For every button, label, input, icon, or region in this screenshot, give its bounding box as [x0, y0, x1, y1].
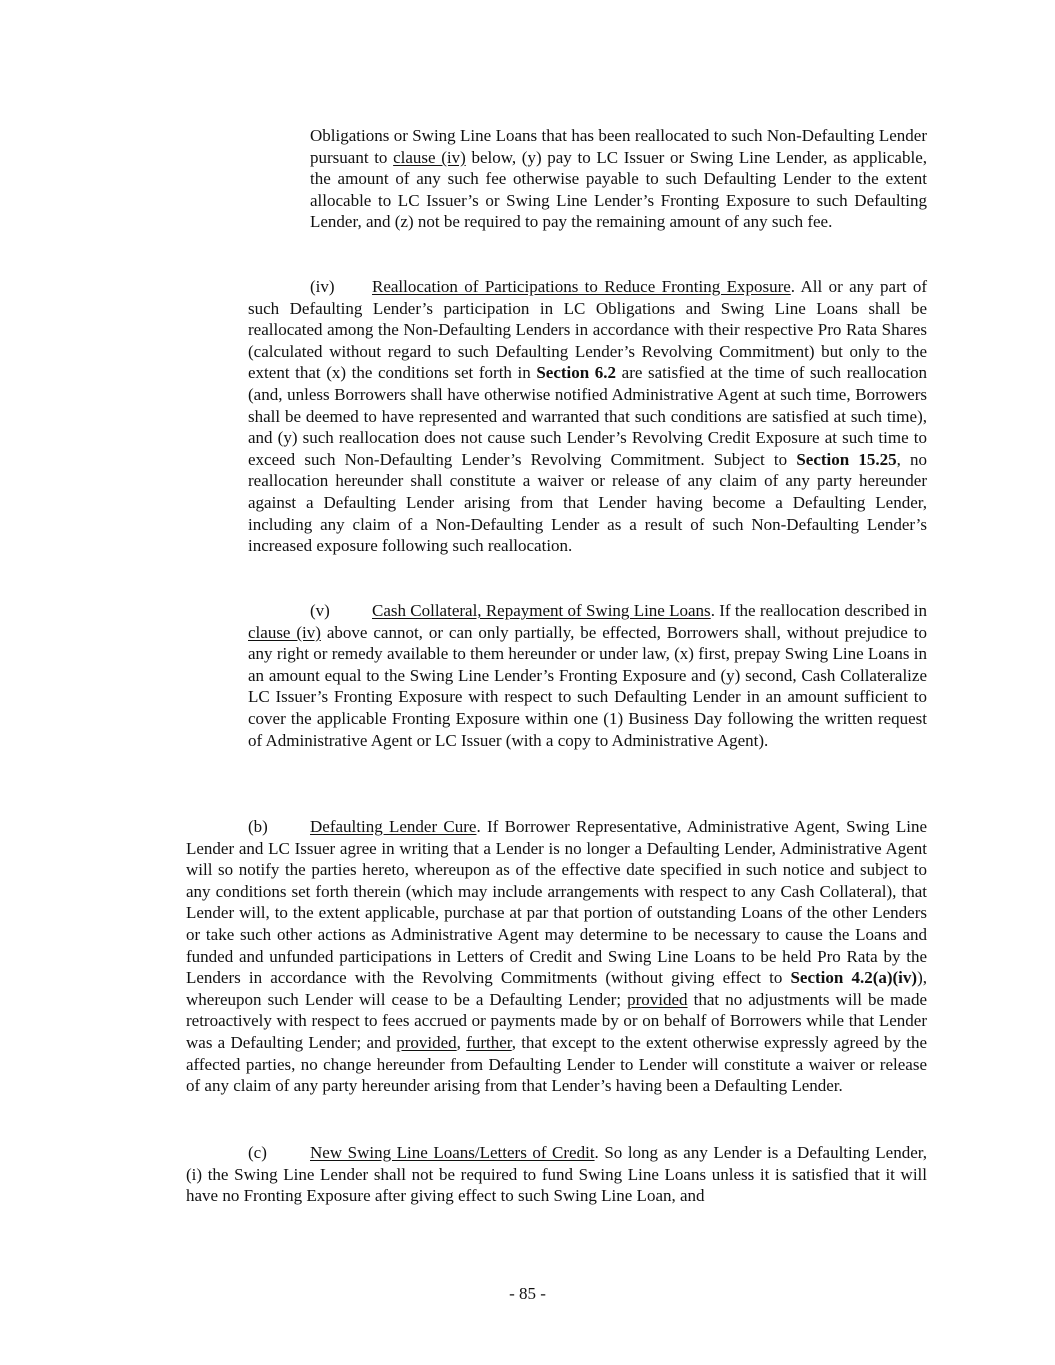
paragraph-text: , that except to the extent otherwise expressly agreed by the affected parties, no change hereunder from Defaulting Lender to Lender will constitute a waiver or release of any claim of any party hereunder arising from that Lender’s having been a Defaulting Lender. [186, 1032, 928, 1096]
paragraph-text: . If the reallocation described in [710, 601, 928, 620]
clause-reference: clause (iv) [248, 622, 321, 642]
section-reference: Section 6.2 [536, 363, 617, 383]
paragraph-text: that no adjustments will be made retroactively with respect to fees accrued or payments made by or on behalf of Borrowers while that Lender was a Defaulting Lender; and [186, 989, 927, 1052]
paragraph-text: . So long as any Lender is a Defaulting Lender, (i) the Swing Line Lender shall not be required to fund Swing Line Loans unless it is satisfied that it will have no Fronting Exposure after giving effect to such Swing Line Loan, and [186, 1143, 927, 1206]
paragraph-text: ), whereupon such Lender will cease to be a Defaulting Lender; [186, 968, 927, 1009]
paragraph-number: (iv) [310, 277, 335, 296]
paragraph-text: , no reallocation hereunder shall constitute a waiver or release of any claim of any party hereunder against a Defaulting Lender arising from that Lender having become a Defaulting Lender, including any claim of a Non-Defaulting Lender as a result of such Non-Defaulting Lender’s increased exposure following such reallocation. [248, 449, 928, 556]
paragraph-b-defaulting-lender-cure [186, 816, 927, 1097]
paragraph-text: , [456, 1032, 467, 1052]
paragraph-heading: New Swing Line Loans/Letters of Credit [310, 1143, 595, 1162]
paragraph-fee-continuation [310, 125, 927, 233]
paragraph-c-new-swing-line-loans [186, 1142, 927, 1207]
paragraph-heading: Cash Collateral, Repayment of Swing Line Loans [372, 601, 711, 620]
paragraph-text: . If Borrower Representative, Administrative Agent, Swing Line Lender and LC Issuer agree in writing that a Lender is no longer a Defaulting Lender, Administrative Agent will so notify the parties hereto, whereupon as of the effective date specified in such notice and subject to any conditions set forth therein (which may include arrangements with respect to any Cash Collateral), that Lender will, to the extent applicable, purchase at par that portion of outstanding Loans of the other Lenders or take such other actions as Administrative Agent may determine to be necessary to cause the Loans and funded and unfunded participations in Letters of Credit and Swing Line Loans to be held Pro Rata by the Lenders in accordance with the Revolving Commitments (without giving effect to [186, 817, 927, 988]
defined-term: provided [627, 989, 688, 1009]
paragraph-v-cash-collateral [248, 600, 927, 751]
paragraph-number: (b) [248, 817, 268, 836]
page-number: - 85 - [509, 1284, 546, 1303]
paragraph-text: above cannot, or can only partially, be effected, Borrowers shall, without prejudice to any right or remedy available to them hereunder or under law, (x) first, prepay Swing Line Loans in an amount equal to the Swing Line Lender’s Fronting Exposure and (y) second, Cash Collateralize LC Issuer’s Fronting Exposure with respect to such Defaulting Lender in an amount sufficient to cover the applicable Fronting Exposure within one (1) Business Day following the written request of Administrative Agent or LC Issuer (with a copy to Administrative Agent). [248, 622, 927, 750]
paragraph-heading: Defaulting Lender Cure [310, 817, 477, 836]
paragraph-text: below, (y) pay to LC Issuer or Swing Line Lender, as applicable, the amount of any such fee otherwise payable to such Defaulting Lender to the extent allocable to LC Issuer’s or Swing Line Lender’s Fronting Exposure to such Defaulting Lender, and (z) not be required to pay the remaining amount of any such fee. [310, 147, 927, 232]
paragraph-text: . All or any part of such Defaulting Lender’s participation in LC Obligations and Swing Line Loans shall be reallocated among the Non-Defaulting Lenders in accordance with their respective Pro Rata Shares (calculated without regard to such Defaulting Lender’s Revolving Commitment) but only to the extent that (x) the conditions set forth in [248, 277, 927, 383]
paragraph-text: Obligations or Swing Line Loans that has been reallocated to such Non-Defaulting Lender pursuant to [310, 126, 927, 167]
paragraph-number: (c) [248, 1143, 267, 1162]
section-reference: Section 15.25 [796, 449, 897, 469]
paragraph-heading: Reallocation of Participations to Reduce Fronting Exposure [372, 277, 791, 296]
paragraph-iv-reallocation [248, 276, 927, 557]
paragraph-text: are satisfied at the time of such reallocation (and, unless Borrowers shall have otherwise notified Administrative Agent at such time, Borrowers shall be deemed to have represented and warranted that such conditions are satisfied at such time), and (y) such reallocation does not cause such Lender’s Revolving Credit Exposure at such time to exceed such Non-Defaulting Lender’s Revolving Commitment. Subject to [248, 363, 927, 469]
paragraph-number: (v) [310, 601, 330, 620]
defined-term: provided [396, 1032, 457, 1052]
section-reference: Section 4.2(a)(iv) [790, 968, 918, 988]
defined-term: further [466, 1032, 512, 1052]
clause-reference: clause (iv) [393, 147, 466, 167]
